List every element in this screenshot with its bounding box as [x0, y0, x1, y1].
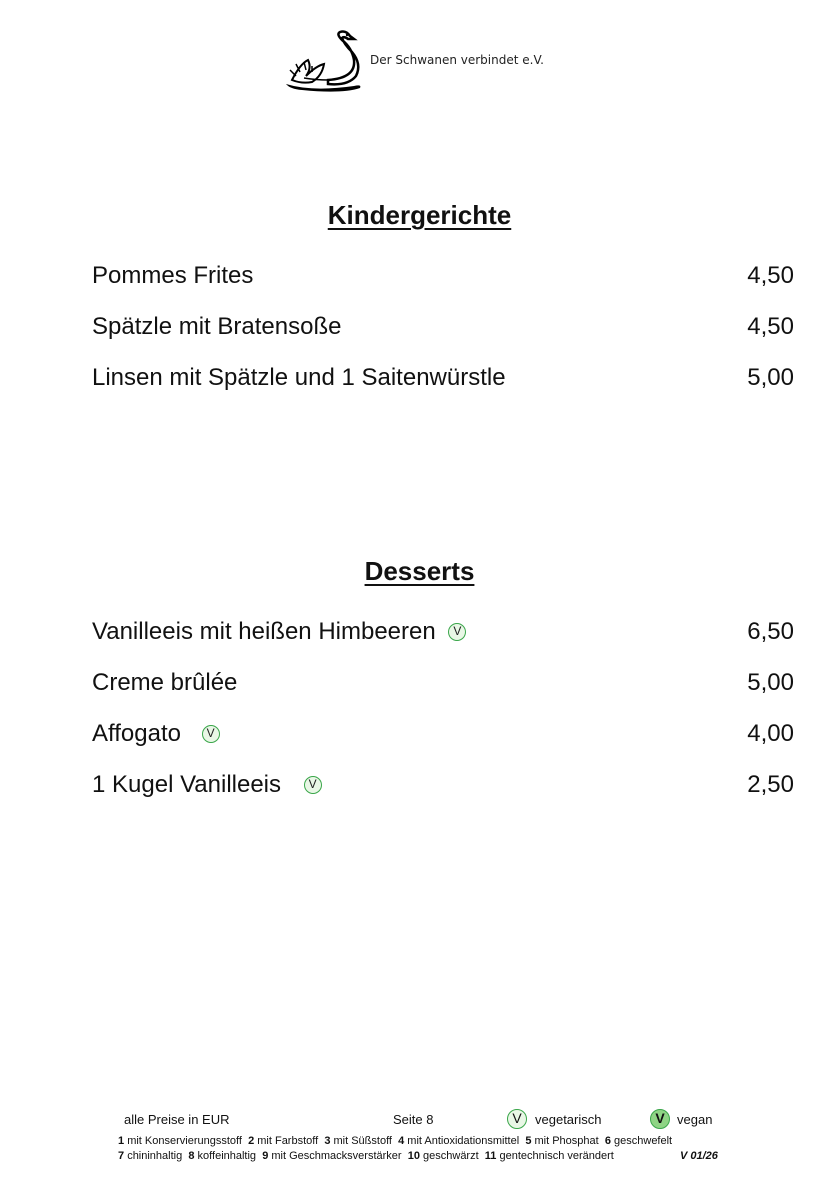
swan-icon [282, 26, 366, 94]
item-name: Vanilleeis mit heißen Himbeeren [92, 618, 436, 645]
additives-line-1: 1 mit Konservierungsstoff 2 mit Farbstoff 3 mit Süßstoff 4 mit Antioxidationsmittel 5 mit Phosphat 6 geschwefelt [118, 1135, 673, 1147]
item-price: 2,50 [747, 771, 794, 798]
item-price: 5,00 [747, 364, 794, 391]
item-price: 6,50 [747, 618, 794, 645]
item-price: 4,00 [747, 720, 794, 747]
legend-vegan-label: vegan [677, 1112, 713, 1127]
item-name: Creme brûlée [92, 669, 238, 696]
item-price: 4,50 [747, 262, 794, 289]
logo [282, 26, 552, 96]
item-price: 4,50 [747, 313, 794, 340]
vegan-legend-icon: V [650, 1109, 670, 1129]
menu-item [92, 362, 794, 394]
additives-line-2: 7 chininhaltig 8 koffeinhaltig 9 mit Geschmacksverstärker 10 geschwärzt 11 gentechnisch verändert [118, 1150, 614, 1162]
section-title-kindergerichte: Kindergerichte [327, 200, 512, 230]
page-number: Seite 8 [393, 1112, 434, 1127]
vegetarian-legend-icon: V [507, 1109, 527, 1129]
item-name-wrap [92, 718, 220, 750]
menu-item [92, 667, 794, 699]
menu-item [92, 311, 794, 343]
currency-note: alle Preise in EUR [124, 1112, 230, 1127]
item-name: Affogato [92, 720, 181, 747]
org-name: Der Schwanen verbindet e.V. [370, 53, 544, 67]
version-label: V 01/26 [680, 1150, 718, 1162]
vegetarian-icon: V [304, 776, 322, 794]
item-name: 1 Kugel Vanilleeis [92, 771, 282, 798]
item-price: 5,00 [747, 669, 794, 696]
menu-item [92, 718, 794, 750]
section-title-desserts: Desserts [364, 556, 475, 586]
vegetarian-icon: V [448, 623, 466, 641]
legend-vegetarian-label: vegetarisch [535, 1112, 602, 1127]
menu-item [92, 616, 794, 648]
item-name: Pommes Frites [92, 262, 254, 289]
item-name-wrap [92, 616, 466, 648]
menu-item [92, 769, 794, 801]
menu-item [92, 260, 794, 292]
item-name-wrap [92, 769, 322, 801]
item-name: Spätzle mit Bratensoße [92, 313, 342, 340]
item-name: Linsen mit Spätzle und 1 Saitenwürstle [92, 364, 506, 391]
vegetarian-icon: V [202, 725, 220, 743]
